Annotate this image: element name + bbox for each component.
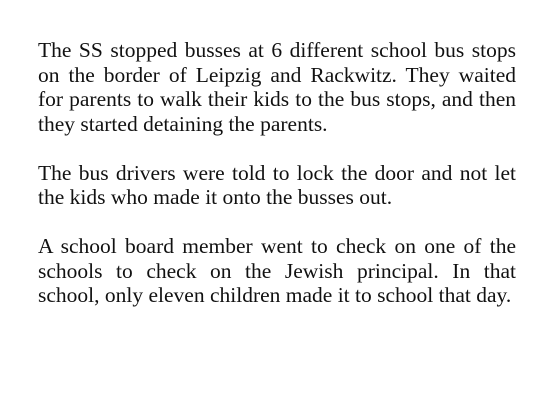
paragraph-bus-drivers: The bus drivers were told to lock the door and not let the kids who made it onto the busses out. (38, 160, 516, 209)
document-body (38, 38, 516, 308)
paragraph-ss-stopped-busses: The SS stopped busses at 6 different school bus stops on the border of Leipzig and Rackwitz. They waited for parents to walk their kids to the bus stops, and then they started detaining the parents. (38, 38, 516, 136)
paragraph-school-board-member: A school board member went to check on one of the schools to check on the Jewish principal. In that school, only eleven children made it to school that day. (38, 234, 516, 307)
